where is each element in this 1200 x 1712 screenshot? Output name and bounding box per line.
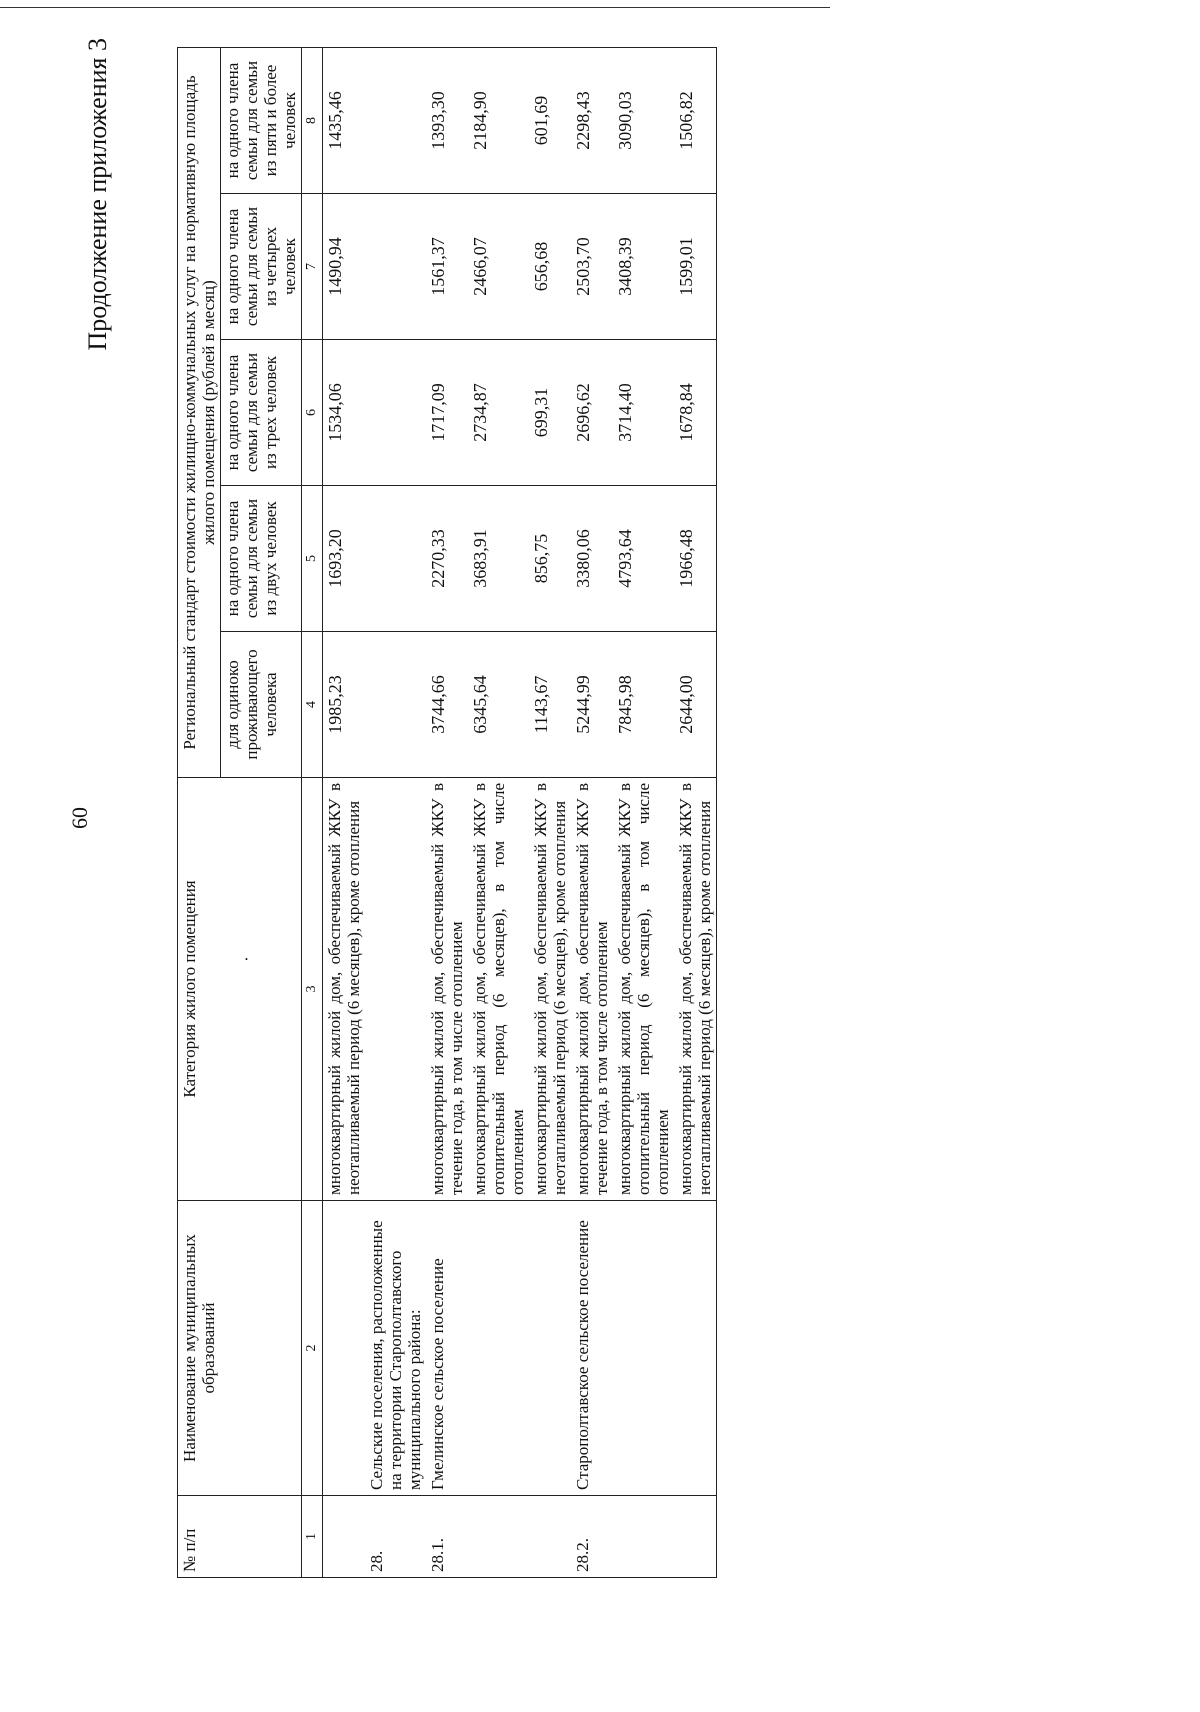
table-row — [468, 48, 529, 1578]
row-category: многоквартирный жилой дом, обеспечиваемый ЖКУ в отопительный период (6 месяцев), в том числе отоплением — [468, 778, 529, 1201]
row-category: многоквартирный жилой дом, обеспечиваемый ЖКУ в отопительный период (6 месяцев), в том числе отоплением — [613, 778, 674, 1201]
row-municipality: Гмелинское сельское поселение — [426, 1201, 468, 1496]
row-municipality: Старополтавское сельское поселение — [571, 1201, 613, 1496]
column-index: 1 — [302, 1496, 323, 1578]
value-family-3: 1678,84 — [674, 340, 717, 486]
column-index: 8 — [302, 48, 323, 194]
header-sub-family-5: на одного члена семьи для семьи из пяти и более человек — [221, 48, 302, 194]
tariff-table — [177, 47, 717, 1578]
table-row — [571, 48, 613, 1578]
header-sub-single: для одиноко проживающего человека — [221, 632, 302, 778]
value-single: 2644,00 — [674, 632, 717, 778]
row-municipality — [468, 1201, 529, 1496]
table-row — [613, 48, 674, 1578]
value-family-3: 3714,40 — [613, 340, 674, 486]
row-number — [674, 1496, 717, 1578]
value-family-4: 2466,07 — [468, 194, 529, 340]
value-family-2: 2270,33 — [426, 486, 468, 632]
row-number — [613, 1496, 674, 1578]
row-category: многоквартирный жилой дом, обеспечиваемый ЖКУ в течение года, в том числе отоплением — [571, 778, 613, 1201]
header-sub-family-4: на одного члена семьи для семьи из четырех человек — [221, 194, 302, 340]
value-family-2: 1693,20 — [322, 486, 365, 632]
scan-top-edge-line — [0, 7, 830, 8]
row-number — [529, 1496, 571, 1578]
row-category: многоквартирный жилой дом, обеспечиваемый ЖКУ в неотапливаемый период (6 месяцев), кроме отопления — [529, 778, 571, 1201]
value-family-5: 601,69 — [529, 48, 571, 194]
value-single: 1143,67 — [529, 632, 571, 778]
header-row-1 — [178, 48, 221, 1578]
rotated-page — [55, 28, 1055, 1608]
row-municipality — [529, 1201, 571, 1496]
value-family-5: 3090,03 — [613, 48, 674, 194]
value-family-4: 2503,70 — [571, 194, 613, 340]
value-single: 5244,99 — [571, 632, 613, 778]
row-municipality: Сельские поселения, расположенные на территории Старополтавского муниципального района: — [365, 1201, 426, 1496]
value-family-5: 2184,90 — [468, 48, 529, 194]
value-family-3: 2734,87 — [468, 340, 529, 486]
column-index: 4 — [302, 632, 323, 778]
row-municipality — [674, 1201, 717, 1496]
value-family-4: 1490,94 — [322, 194, 365, 340]
row-municipality — [613, 1201, 674, 1496]
header-sub-family-3: на одного члена семьи для семьи из трех человек — [221, 340, 302, 486]
value-family-3: 1534,06 — [322, 340, 365, 486]
continuation-title: Продолжение приложения 3 — [83, 38, 112, 351]
value-family-3: 699,31 — [529, 340, 571, 486]
column-index-row — [302, 48, 323, 1578]
column-index: 7 — [302, 194, 323, 340]
value-family-2: 3380,06 — [571, 486, 613, 632]
header-group-standard: Региональный стандарт стоимости жилищно-коммунальных услуг на нормативную площадь жилого помещения (рублей в месяц) — [178, 48, 221, 778]
value-family-4: 1599,01 — [674, 194, 717, 340]
row-category: многоквартирный жилой дом, обеспечиваемый ЖКУ в неотапливаемый период (6 месяцев), кроме отопления — [322, 778, 365, 1201]
value-family-2: 1966,48 — [674, 486, 717, 632]
value-family-2 — [365, 486, 426, 632]
column-index: 3 — [302, 778, 323, 1201]
value-family-5: 2298,43 — [571, 48, 613, 194]
value-family-3: 1717,09 — [426, 340, 468, 486]
row-number: 28.1. — [426, 1496, 468, 1578]
value-single: 3744,66 — [426, 632, 468, 778]
table-row — [322, 48, 365, 1578]
value-family-3 — [365, 340, 426, 486]
value-family-5: 1435,46 — [322, 48, 365, 194]
value-family-2: 4793,64 — [613, 486, 674, 632]
value-single: 6345,64 — [468, 632, 529, 778]
column-index: 6 — [302, 340, 323, 486]
header-col-category-label: Категория жилого помещения — [180, 880, 199, 1098]
value-single: 7845,98 — [613, 632, 674, 778]
value-family-2: 3683,91 — [468, 486, 529, 632]
row-category: многоквартирный жилой дом, обеспечиваемый ЖКУ в неотапливаемый период (6 месяцев), кроме отопления — [674, 778, 717, 1201]
column-index: 5 — [302, 486, 323, 632]
row-category — [365, 778, 426, 1201]
value-family-4: 3408,39 — [613, 194, 674, 340]
header-sub-family-2: на одного члена семьи для семьи из двух человек — [221, 486, 302, 632]
page-number: 60 — [67, 807, 92, 829]
header-col-category: Категория жилого помещения · — [178, 778, 302, 1201]
value-family-4: 656,68 — [529, 194, 571, 340]
table-row — [365, 48, 426, 1578]
value-single — [365, 632, 426, 778]
row-number — [468, 1496, 529, 1578]
row-number: 28.2. — [571, 1496, 613, 1578]
value-family-4 — [365, 194, 426, 340]
row-number: 28. — [365, 1496, 426, 1578]
value-family-4: 1561,37 — [426, 194, 468, 340]
value-family-2: 856,75 — [529, 486, 571, 632]
header-col-number: № п/п — [178, 1496, 302, 1578]
table-row — [426, 48, 468, 1578]
value-family-3: 2696,62 — [571, 340, 613, 486]
row-category: многоквартирный жилой дом, обеспечиваемый ЖКУ в течение года, в том числе отоплением — [426, 778, 468, 1201]
column-index: 2 — [302, 1201, 323, 1496]
value-family-5 — [365, 48, 426, 194]
value-single: 1985,23 — [322, 632, 365, 778]
row-municipality — [322, 1201, 365, 1496]
header-col-municipality: Наименование муниципальных образований — [178, 1201, 302, 1496]
row-number — [322, 1496, 365, 1578]
table-row — [529, 48, 571, 1578]
value-family-5: 1506,82 — [674, 48, 717, 194]
table-row — [674, 48, 717, 1578]
value-family-5: 1393,30 — [426, 48, 468, 194]
